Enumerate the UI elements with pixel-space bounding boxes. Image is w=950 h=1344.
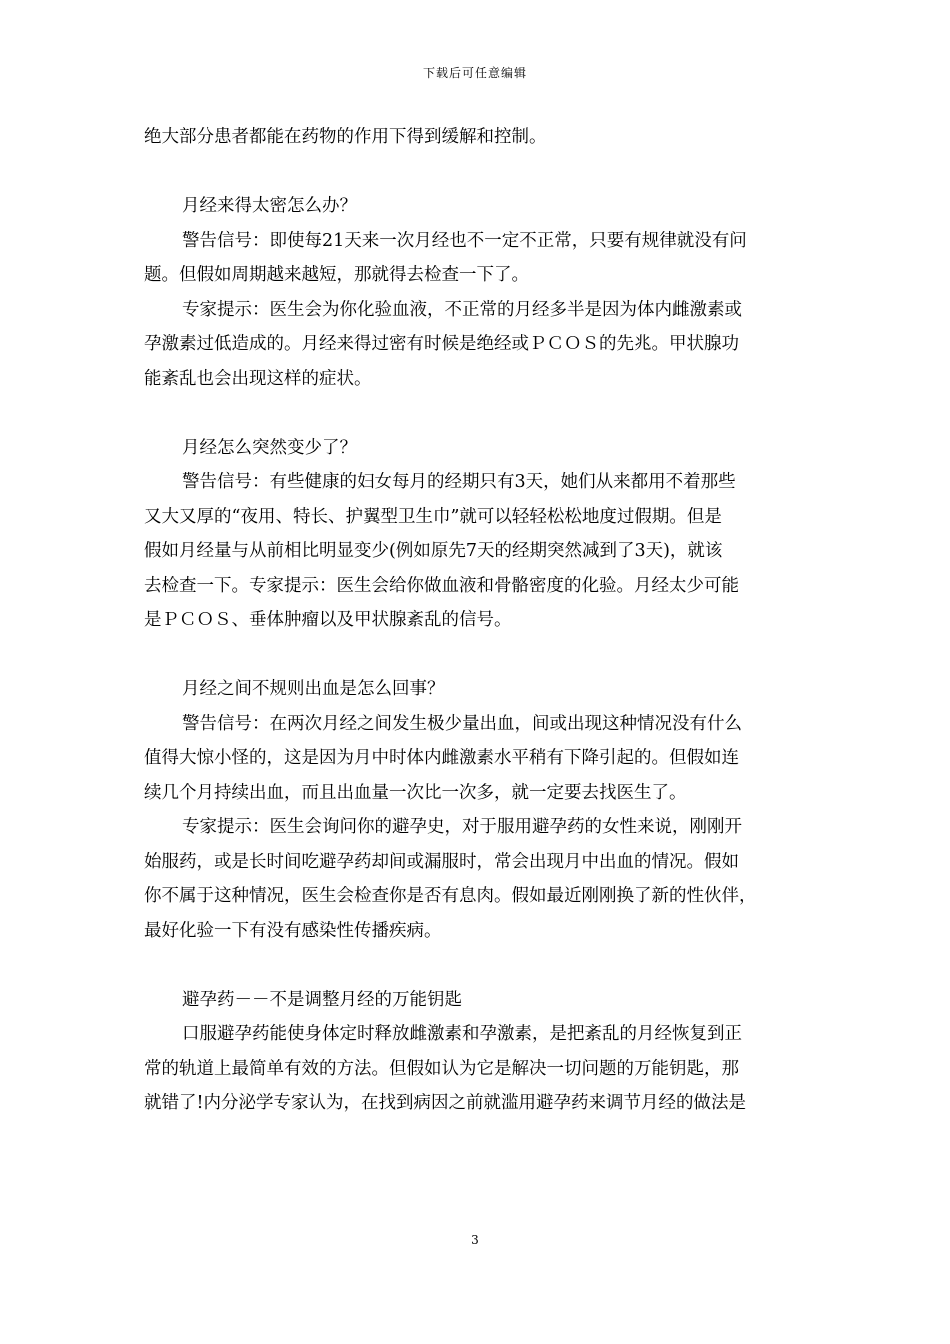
paragraph-gap <box>144 948 810 983</box>
paragraph-line: 警告信号：有些健康的妇女每月的经期只有3天，她们从来都用不着那些 <box>182 472 736 492</box>
paragraph-line: 口服避孕药能使身体定时释放雌激素和孕激素，是把紊乱的月经恢复到正 <box>182 1024 742 1044</box>
paragraph-line: 常的轨道上最简单有效的方法。但假如认为它是解决一切问题的万能钥匙，那 <box>144 1058 739 1079</box>
section-heading: 避孕药－－不是调整月经的万能钥匙 <box>182 989 462 1010</box>
paragraph-line: 是ＰＣＯＳ、垂体肿瘤以及甲状腺紊乱的信号。 <box>144 610 512 630</box>
page-number: 3 <box>471 1233 479 1247</box>
paragraph-line: 题。但假如周期越来越短，那就得去检查一下了。 <box>144 265 529 285</box>
paragraph-line: 续几个月持续出血，而且出血量一次比一次多，就一定要去找医生了。 <box>144 782 687 803</box>
paragraph-gap <box>144 396 810 431</box>
paragraph-line: 警告信号：即使每21天来一次月经也不一定不正常，只要有规律就没有问 <box>182 230 747 251</box>
paragraph-line: 绝大部分患者都能在药物的作用下得到缓解和控制。 <box>144 127 547 147</box>
paragraph-line: 又大又厚的“夜用、特长、护翼型卫生巾”就可以轻轻松松地度过假期。但是 <box>144 506 722 527</box>
paragraph-line: 专家提示：医生会为你化验血液，不正常的月经多半是因为体内雌激素或 <box>182 299 742 320</box>
paragraph-gap <box>144 638 810 673</box>
paragraph-line: 去检查一下。专家提示：医生会给你做血液和骨骼密度的化验。月经太少可能 <box>144 575 739 596</box>
document-body <box>144 120 810 1121</box>
paragraph-line: 孕激素过低造成的。月经来得过密有时候是绝经或ＰＣＯＳ的先兆。甲状腺功 <box>144 334 739 354</box>
paragraph-line: 能紊乱也会出现这样的症状。 <box>144 368 372 389</box>
paragraph-line: 最好化验一下有没有感染性传播疾病。 <box>144 920 442 941</box>
paragraph-gap <box>144 155 810 190</box>
paragraph-line: 你不属于这种情况，医生会检查你是否有息肉。假如最近刚刚换了新的性伙伴， <box>144 886 757 906</box>
paragraph-line: 始服药，或是长时间吃避孕药却间或漏服时，常会出现月中出血的情况。假如 <box>144 851 739 872</box>
section-heading: 月经来得太密怎么办？ <box>182 196 357 216</box>
section-heading: 月经怎么突然变少了？ <box>182 437 357 458</box>
page-header: 下载后可任意编辑 <box>422 66 527 80</box>
paragraph-line: 就错了!内分泌学专家认为，在找到病因之前就滥用避孕药来调节月经的做法是 <box>144 1093 747 1113</box>
paragraph-line: 值得大惊小怪的，这是因为月中时体内雌激素水平稍有下降引起的。但假如连 <box>144 748 739 768</box>
section-heading: 月经之间不规则出血是怎么回事？ <box>182 679 445 699</box>
paragraph-line: 假如月经量与从前相比明显变少(例如原先7天的经期突然减到了3天)，就该 <box>144 541 723 561</box>
paragraph-line: 警告信号：在两次月经之间发生极少量出血，间或出现这种情况没有什么 <box>182 713 742 734</box>
paragraph-line: 专家提示：医生会询问你的避孕史，对于服用避孕药的女性来说，刚刚开 <box>182 817 742 837</box>
